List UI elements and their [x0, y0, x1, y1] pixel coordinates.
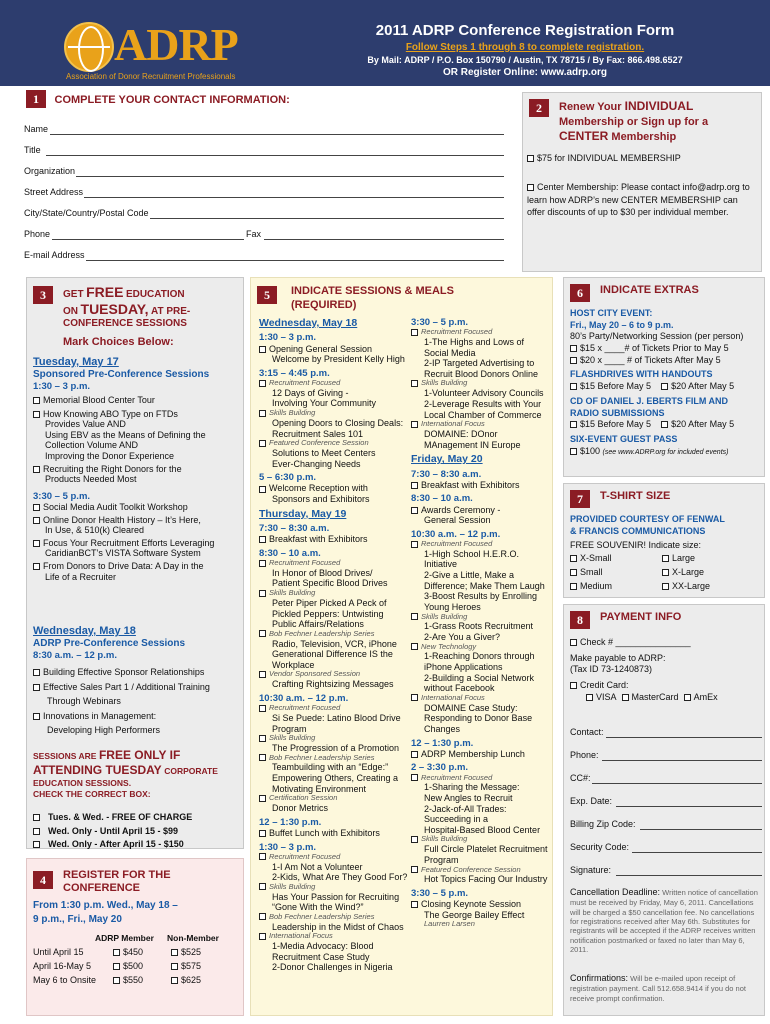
checkbox[interactable] [259, 795, 266, 802]
checkbox[interactable] [259, 440, 266, 447]
session-option[interactable]: Innovations in Management: [33, 711, 239, 722]
session-text: Initiative [424, 559, 458, 570]
section-title: INDICATE SESSIONS & MEALS (REQUIRED) [291, 285, 454, 312]
session-text: Peter Piper Picked A Peck of [272, 597, 387, 608]
step-number: 8 [570, 611, 590, 629]
time-slot: 10:30 a.m. – 12 p.m. [411, 528, 501, 540]
session-text: In Honor of Blood Drives/ [272, 567, 373, 578]
tshirt-sponsor: PROVIDED COURTESY OF FENWAL & FRANCIS COMMUNICATIONS [570, 514, 725, 536]
session-option[interactable]: Recruitment Focused [259, 853, 409, 862]
checkbox[interactable] [259, 380, 266, 387]
credit-card-option[interactable]: Credit Card: [570, 680, 762, 692]
title-field-row[interactable] [24, 145, 504, 166]
checkbox[interactable] [411, 613, 418, 620]
session-option[interactable]: Closing Keynote Session [411, 899, 551, 910]
checkbox[interactable] [259, 536, 266, 543]
checkbox[interactable] [411, 380, 418, 387]
session-text: 1-Grass Roots Recruitment [424, 621, 534, 632]
session-option[interactable]: Recruitment Focused [259, 379, 409, 388]
session-text: Workplace [272, 659, 315, 670]
session-option[interactable]: Skills Building [259, 409, 409, 418]
name-field-row[interactable] [24, 124, 504, 145]
member-column-header: ADRP Member [95, 933, 154, 943]
checkbox[interactable] [411, 643, 418, 650]
session-text: Donor Metrics [272, 803, 329, 814]
session-text: The George Bailey Effect [424, 909, 525, 920]
charge-option[interactable]: Tues. & Wed. - FREE OF CHARGE [33, 812, 239, 823]
session-option[interactable]: New Technology [411, 643, 551, 652]
payment-methods: Check # _______________ Make payable to ADRP: (Tax ID 73-1240873) Credit Card: VISA MasterCard AmEx [570, 637, 762, 703]
session-text: Difference; Make Them Laugh [424, 580, 545, 591]
checkbox[interactable] [259, 853, 266, 860]
field-label: City/State/Country/Postal Code [24, 208, 149, 218]
session-text: Recruitment Sales 101 [272, 428, 364, 439]
session-text: Program [272, 723, 307, 734]
step-number: 4 [33, 871, 53, 889]
step-number: 6 [570, 284, 590, 302]
signature-field[interactable]: Signature: [570, 865, 762, 879]
session-text: Recruit Blood Donors Online [424, 368, 539, 379]
checkbox[interactable] [411, 836, 418, 843]
session-text: “Gone With the Wind?” [272, 902, 364, 913]
checkbox[interactable] [259, 830, 266, 837]
section-title: REGISTER FOR THE CONFERENCE [63, 869, 171, 894]
session-option[interactable]: Skills Building [411, 379, 551, 388]
field-label: Title [24, 145, 41, 155]
session-text: Opening Doors to Closing Deals: [272, 417, 404, 428]
day-heading: Wednesday, May 18 [259, 317, 358, 329]
checkbox[interactable] [411, 694, 418, 701]
session-option[interactable]: Online Donor Health History – It’s Here, [33, 515, 239, 526]
session-text: Laurren Larsen [424, 919, 475, 929]
size-option[interactable]: Large [662, 553, 695, 564]
checkbox[interactable] [259, 735, 266, 742]
step-number: 5 [257, 286, 277, 304]
flashdrive-option[interactable]: $15 Before May 5 $20 After May 5 [570, 381, 765, 393]
session-option[interactable]: Recruitment Focused [259, 704, 409, 713]
field-label: Street Address [24, 187, 84, 197]
session-text: Crafting Rightsizing Messages [272, 679, 394, 690]
session-text: 2-IP Targeted Advertising to [424, 358, 535, 369]
session-text: 2-Kids, What Are They Good For? [272, 872, 408, 883]
session-option[interactable]: Bob Fechner Leadership Series [259, 754, 409, 763]
session-text: without Facebook [424, 683, 495, 694]
size-option[interactable]: Medium [570, 581, 612, 591]
session-option[interactable]: Featured Conference Session [411, 866, 551, 875]
session-option[interactable]: Breakfast with Exhibitors [411, 480, 551, 491]
guest-pass-option[interactable]: $100 (see www.ADRP.org for included events) [570, 446, 765, 458]
section-5-panel [250, 277, 553, 1016]
session-text: Motivating Environment [272, 783, 367, 794]
session-text: 1-I Am Not a Volunteer [272, 861, 363, 872]
tuesday-block: Tuesday, May 17 Sponsored Pre-Conference Sessions 1:30 – 3 p.m. Memorial Blood Center Tour How Knowing ABO Type on FTDs Provides Value AND Using EBV as the Means of Defining the Collection Volume AND Improving the Donor Experience Recruiting the Right Donors for the Products Needed Most 3:30 – 5 p.m. Social Media Audit Toolkit Workshop Online Donor Health History – It’s Here, In Use, & 510(k) Cleared Focus Your Recruitment Efforts Leveraging CaridianBCT’s VISTA Software System From Donors to Drive Data: A Day in the Life of a Recruiter [33, 356, 239, 582]
pricing-row: May 6 to Onsite $550 $625 [33, 975, 202, 985]
size-option[interactable]: Small [570, 567, 603, 577]
checkbox[interactable] [259, 346, 266, 353]
session-option[interactable]: Certification Session [259, 794, 409, 803]
section-title: INDICATE EXTRAS [600, 284, 699, 296]
section-3-panel [26, 277, 244, 849]
session-text: 1-High School H.E.R.O. [424, 548, 520, 559]
session-text: DOMAINE Case Study: [424, 702, 518, 713]
checkbox[interactable] [411, 901, 418, 908]
sessions-column-left [259, 314, 409, 973]
step-number: 7 [570, 490, 590, 508]
session-text: Has Your Passion for Recruiting [272, 891, 400, 902]
session-option[interactable]: How Knowing ABO Type on FTDs [33, 409, 239, 420]
session-option[interactable]: Recruitment Focused [411, 328, 551, 337]
charge-option[interactable]: Wed. Only - Until April 15 - $99 [33, 826, 239, 837]
session-option[interactable]: International Focus [411, 420, 551, 429]
checkbox[interactable] [259, 630, 266, 637]
session-text: DOMAINE: DOnor [424, 429, 498, 439]
checkbox[interactable] [259, 705, 266, 712]
section-title: COMPLETE YOUR CONTACT INFORMATION: [54, 94, 290, 106]
time-slot: 7:30 – 8:30 a.m. [259, 522, 330, 534]
session-text: iPhone Applications [424, 662, 503, 673]
size-option[interactable]: X-Large [662, 567, 704, 578]
pricing-row: April 16-May 5 $500 $575 [33, 961, 202, 971]
session-text: Recruitment Case Study [272, 951, 370, 962]
section-1-heading [26, 90, 290, 108]
pricing-table [33, 947, 239, 989]
session-option[interactable]: Welcome Reception with [259, 483, 409, 494]
field-label: Name [24, 124, 49, 134]
party-prior-option[interactable]: $15 x ____# of Tickets Prior to May 5 [570, 343, 765, 355]
payment-fields [570, 727, 762, 879]
contact-field[interactable]: Contact: [570, 727, 762, 750]
checkbox[interactable] [259, 590, 266, 597]
session-text: Young Heroes [424, 601, 481, 612]
steps-instruction: Follow Steps 1 through 8 to complete registration. [405, 42, 645, 53]
session-text: Hospital-Based Blood Center [424, 824, 541, 835]
session-option[interactable]: International Focus [411, 694, 551, 703]
session-text: Si Se Puede: Latino Blood Drive [272, 712, 401, 723]
session-text: Local Chamber of Commerce [424, 409, 542, 420]
session-option[interactable]: Bob Fechner Leadership Series [259, 630, 409, 639]
session-text: 2-Are You a Giver? [424, 631, 501, 642]
session-option[interactable]: Awards Ceremony - [411, 505, 551, 516]
nonmember-column-header: Non-Member [167, 933, 219, 943]
session-text: 2-Give a Little, Make a [424, 570, 515, 581]
session-option[interactable]: Recruiting the Right Donors for the [33, 464, 239, 475]
session-text: 1-The Highs and Lows of [424, 337, 525, 348]
session-text: 1-Sharing the Message: [424, 782, 520, 793]
time-slot: 12 – 1:30 p.m. [411, 737, 474, 749]
checkbox[interactable] [259, 671, 266, 678]
time-slot: 3:30 – 5 p.m. [411, 887, 469, 899]
session-option[interactable]: Breakfast with Exhibitors [259, 534, 409, 545]
email-field-row[interactable] [24, 250, 504, 271]
session-text: Welcome by President Kelly High [272, 354, 405, 365]
session-option[interactable]: Recruitment Focused [411, 540, 551, 549]
checkbox[interactable] [411, 774, 418, 781]
checkbox[interactable] [527, 184, 534, 191]
checkbox[interactable] [411, 421, 418, 428]
checkbox[interactable] [411, 329, 418, 336]
session-option[interactable]: Focus Your Recruitment Efforts Leveraging [33, 538, 239, 549]
checkbox[interactable] [259, 754, 266, 761]
session-text: 2-Leverage Results with Your [424, 398, 542, 409]
session-text: Public Affairs/Relations [272, 619, 364, 630]
adrp-logo [64, 19, 238, 82]
mark-choices-label: Mark Choices Below: [63, 336, 174, 348]
session-text: Involving Your Community [272, 398, 377, 409]
conference-dates: From 1:30 p.m. Wed., May 18 – 9 p.m., Fri., May 20 [33, 900, 178, 925]
security-code-field[interactable]: Security Code: [570, 842, 762, 865]
session-text: Ever-Changing Needs [272, 458, 361, 469]
charge-option[interactable]: Wed. Only - After April 15 - $150 [33, 839, 239, 850]
tshirt-prompt: FREE SOUVENIR! Indicate size: [570, 540, 702, 550]
day-heading: Thursday, May 19 [259, 507, 347, 520]
mail-fax-info: By Mail: ADRP / P.O. Box 150790 / Austin, TX 78715 / By Fax: 866.498.6527 [367, 55, 683, 65]
session-option[interactable]: From Donors to Drive Data: A Day in the [33, 561, 239, 572]
session-option[interactable]: Skills Building [259, 883, 409, 892]
session-text: 2-Donor Challenges in Nigeria [272, 962, 393, 973]
phone-field[interactable]: Phone: [570, 750, 762, 773]
size-option[interactable]: X-Small [570, 553, 612, 563]
checkbox[interactable] [527, 155, 534, 162]
size-options [570, 553, 760, 595]
day-heading: Friday, May 20 [411, 453, 483, 466]
time-slot: 3:15 – 4:45 p.m. [259, 367, 330, 379]
pricing-row: Until April 15 $450 $525 [33, 947, 202, 957]
field-label: Fax [246, 229, 262, 239]
session-option[interactable]: Skills Building [411, 835, 551, 844]
session-option[interactable]: Building Effective Sponsor Relationships [33, 667, 239, 678]
section-7-panel [563, 483, 765, 598]
session-text: Solutions to Meet Centers [272, 447, 376, 458]
wednesday-block: Wednesday, May 18 ADRP Pre-Conference Sessions 8:30 a.m. – 12 p.m. Building Effective Sponsor Relationships Effective Sales Part 1 / Additional Training Through Webinars Innovations in Management: Developing High Performers [33, 625, 239, 736]
session-text: Full Circle Platelet Recruitment [424, 844, 548, 855]
session-text: New Angles to Recruit [424, 793, 513, 804]
section-title: PAYMENT INFO [600, 611, 682, 623]
session-text: Generational Difference IS the [272, 649, 393, 660]
session-text: Empowering Others, Creating a [272, 773, 399, 784]
checkbox[interactable] [259, 486, 266, 493]
exp-date-field[interactable]: Exp. Date: [570, 796, 762, 819]
session-text: Patient Specific Blood Drives [272, 578, 388, 589]
checkbox[interactable] [411, 507, 418, 514]
section-title: GET FREE EDUCATION ON TUESDAY, AT PRE- CONFERENCE SESSIONS [63, 284, 191, 329]
online-register-link[interactable]: OR Register Online: www.adrp.org [442, 67, 608, 78]
session-option[interactable]: Memorial Blood Center Tour [33, 395, 239, 406]
session-text: 12 Days of Giving - [272, 387, 349, 398]
step-number: 1 [26, 90, 46, 108]
session-option[interactable]: Social Media Audit Toolkit Workshop [33, 502, 239, 513]
section-4-panel [26, 858, 244, 1016]
checkbox[interactable] [259, 410, 266, 417]
session-text: Changes [424, 723, 461, 734]
time-slot: 8:30 – 10 a.m. [259, 547, 321, 559]
checkbox[interactable] [259, 933, 266, 940]
cd-option[interactable]: $15 Before May 5 $20 After May 5 [570, 419, 765, 431]
session-text: The Progression of a Promotion [272, 742, 400, 753]
checkbox[interactable] [411, 482, 418, 489]
size-option[interactable]: XX-Large [662, 581, 710, 592]
session-text: Sponsors and Exhibitors [272, 494, 370, 504]
city-field-row[interactable] [24, 208, 504, 229]
session-text: Succeeding in a [424, 814, 489, 825]
checkbox[interactable] [411, 866, 418, 873]
section-title: Renew Your INDIVIDUAL Membership or Sign up for a CENTER Membership [559, 99, 709, 143]
section-title: T-SHIRT SIZE [600, 490, 671, 502]
session-option[interactable]: Effective Sales Part 1 / Additional Training [33, 682, 239, 693]
checkbox[interactable] [411, 541, 418, 548]
session-text: Hot Topics Facing Our Industry [424, 874, 548, 885]
center-membership-option[interactable]: Center Membership: Please contact info@adrp.org to learn how ADRP’s new CENTER MEMBERSHIP can offer discounts of up to $30 per individual member. [527, 182, 750, 218]
sessions-column-right [411, 314, 551, 929]
session-text: Teambuilding with an “Edge:” [272, 762, 389, 773]
session-option[interactable]: Vendor Sponsored Session [259, 670, 409, 679]
cancellation-policy: Cancellation Deadline: Written notice of cancellation must be received by Friday, May 6, 2011. Cancellations will be charged a $50 cancellation fee. No cancellations for registrations received after May 6th. Substitutes for registrants will be accepted if the ADRP receives written notification postmarked or faxed no later than May 6, 2011. [570, 887, 758, 955]
checkbox[interactable] [411, 751, 418, 758]
logo-text: ADRP [114, 19, 238, 70]
session-text: 2-Jack-of-All Trades: [424, 803, 507, 814]
session-option[interactable]: Opening General Session [259, 344, 409, 355]
session-text: Program [424, 854, 459, 865]
step-number: 2 [529, 99, 549, 117]
extras-list: HOST CITY EVENT: Fri., May 20 – 6 to 9 p.m. 80’s Party/Networking Session (per person) $15 x ____# of Tickets Prior to May 5 $20 x ____ # of Tickets After May 5 FLASHDRIVES WITH HANDOUTS $15 Before May 5 $20 After May 5 CD OF DANIEL J. EBERTS FILM AND RADIO SUBMISSIONS $15 Before May 5 $20 After May 5 SIX-EVENT GUEST PASS $100 (see www.ADRP.org for included events) [570, 308, 765, 457]
session-option[interactable]: Buffet Lunch with Exhibitors [259, 828, 409, 839]
confirmation-note: Confirmations: Will be e-mailed upon receipt of registration payment. Call 512.658.9414 if you do not receive prompt confirmation. [570, 973, 746, 1003]
session-text: 1-Media Advocacy: Blood [272, 941, 374, 952]
session-option[interactable]: ADRP Membership Lunch [411, 749, 551, 760]
section-8-panel [563, 604, 765, 1016]
time-slot: 12 – 1:30 p.m. [259, 816, 322, 828]
session-option[interactable]: Recruitment Focused [411, 774, 551, 783]
session-option[interactable]: Skills Building [259, 589, 409, 598]
phone-fax-row[interactable] [24, 229, 504, 250]
session-text: Pickled Peppers: Untwisting [272, 608, 384, 619]
time-slot: 10:30 a.m. – 12 p.m. [259, 692, 349, 704]
free-sessions-note: SESSIONS ARE FREE ONLY IF ATTENDING TUESDAY CORPORATE EDUCATION SESSIONS. CHECK THE CORRECT BOX: [33, 748, 218, 800]
session-text: 1-Reaching Donors through [424, 651, 535, 662]
checkbox[interactable] [259, 883, 266, 890]
street-field-row[interactable] [24, 187, 504, 208]
billing-zip-field[interactable]: Billing Zip Code: [570, 819, 762, 842]
time-slot: 2 – 3:30 p.m. [411, 762, 469, 774]
time-slot: 1:30 – 3 p.m. [259, 841, 317, 853]
session-text: MAnagement IN Europe [424, 439, 521, 450]
field-label: Organization [24, 166, 76, 176]
session-text: Social Media [424, 347, 476, 358]
party-after-option[interactable]: $20 x ____ # of Tickets After May 5 [570, 355, 765, 367]
individual-membership-option[interactable]: $75 for INDIVIDUAL MEMBERSHIP [527, 153, 757, 164]
section-2-panel [522, 92, 762, 272]
cc-number-field[interactable]: CC#: [570, 773, 762, 796]
checkbox[interactable] [259, 913, 266, 920]
check-option[interactable]: Check # _______________ [570, 637, 762, 649]
section-6-panel [563, 277, 765, 477]
session-text: 2-Building a Social Network [424, 672, 535, 683]
session-option[interactable]: Recruitment Focused [259, 559, 409, 568]
session-option[interactable]: International Focus [259, 932, 409, 941]
contact-form [24, 124, 504, 271]
header-banner [0, 0, 770, 86]
logo-subtitle: Association of Donor Recruitment Professionals [66, 72, 236, 81]
globe-icon [64, 22, 114, 72]
organization-field-row[interactable] [24, 166, 504, 187]
form-title: 2011 ADRP Conference Registration Form [375, 22, 675, 39]
field-label: E-mail Address [24, 250, 85, 260]
session-option[interactable]: Bob Fechner Leadership Series [259, 913, 409, 922]
session-text: Radio, Television, VCR, iPhone [272, 638, 397, 649]
session-option[interactable]: Featured Conference Session [259, 439, 409, 448]
session-option[interactable]: Skills Building [259, 734, 409, 743]
session-text: 3-Boost Results by Enrolling [424, 591, 538, 602]
charge-options [33, 812, 239, 850]
field-label: Phone [24, 229, 51, 239]
time-slot: 7:30 – 8:30 a.m. [411, 468, 482, 480]
checkbox[interactable] [259, 560, 266, 567]
session-text: 1-Volunteer Advisory Councils [424, 388, 544, 399]
session-text: Leadership in the Midst of Chaos [272, 921, 404, 932]
session-text: Responding to Donor Base [424, 713, 533, 724]
session-option[interactable]: Skills Building [411, 613, 551, 622]
step-number: 3 [33, 286, 53, 304]
time-slot: 8:30 – 10 a.m. [411, 493, 473, 505]
time-slot: 5 – 6:30 p.m. [259, 472, 317, 484]
time-slot: 3:30 – 5 p.m. [411, 317, 469, 328]
session-text: General Session [424, 515, 491, 526]
time-slot: 1:30 – 3 p.m. [259, 332, 317, 344]
